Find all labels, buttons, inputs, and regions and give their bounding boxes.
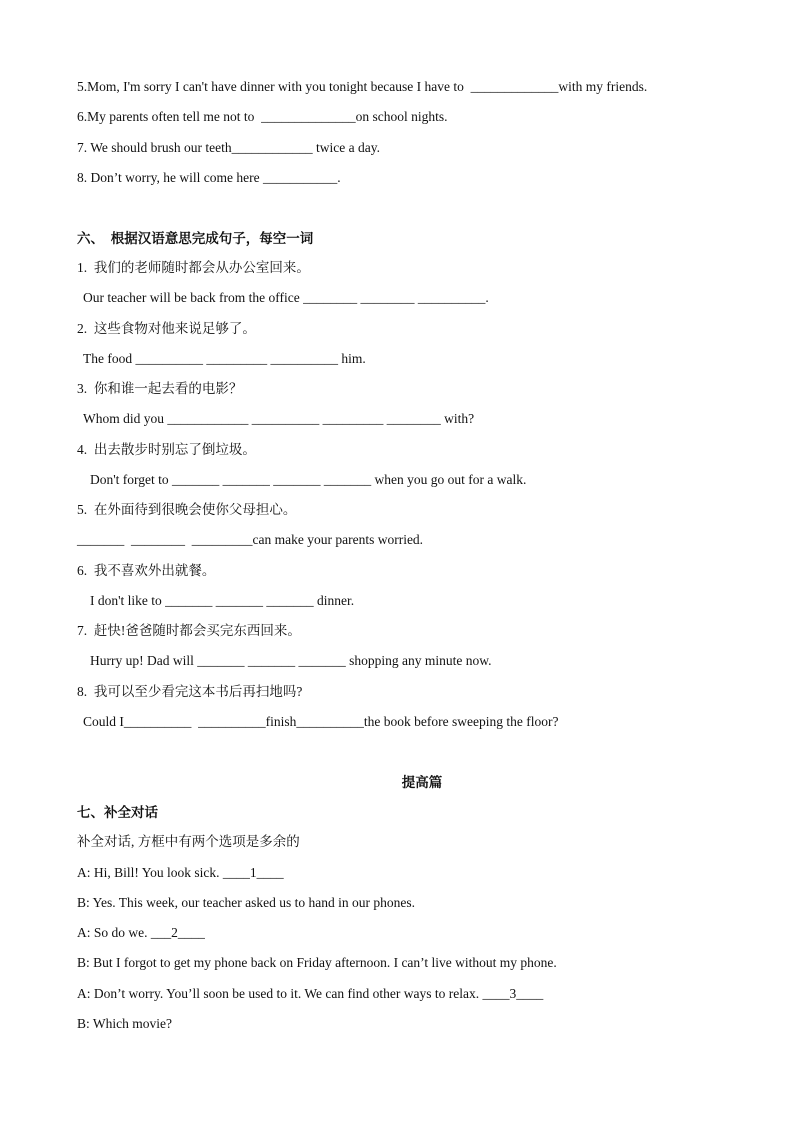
s6-item-6-chinese: 6. 我不喜欢外出就餐。 — [77, 563, 216, 578]
s6-item-8-chinese: 8. 我可以至少看完这本书后再扫地吗? — [77, 684, 303, 699]
dialogue-line-6: B: Which movie? — [77, 1016, 172, 1031]
s6-item-8-english: Could I__________ __________finish__________the book before sweeping the floor? — [83, 714, 559, 729]
s6-item-7-english: Hurry up! Dad will _______ _______ _______ shopping any minute now. — [90, 653, 492, 668]
dialogue-line-2: B: Yes. This week, our teacher asked us to hand in our phones. — [77, 895, 415, 910]
s6-item-7-chinese: 7. 赶快!爸爸随时都会买完东西回来。 — [77, 623, 301, 638]
s6-item-2-chinese: 2. 这些食物对他来说足够了。 — [77, 321, 256, 336]
s6-item-3-chinese: 3. 你和谁一起去看的电影？ — [77, 381, 243, 396]
question-6: 6.My parents often tell me not to ______________on school nights. — [77, 109, 448, 124]
s6-item-4-english: Don't forget to _______ _______ _______ _______ when you go out for a walk. — [90, 472, 527, 487]
section-6-heading: 六、 根据汉语意思完成句子，每空一词 — [77, 231, 314, 246]
section-7-heading: 七、补全对话 — [77, 805, 158, 820]
question-7: 7. We should brush our teeth____________ twice a day. — [77, 140, 380, 155]
s6-item-4-chinese: 4. 出去散步时别忘了倒垃圾。 — [77, 442, 256, 457]
s6-item-1-english: Our teacher will be back from the office ________ ________ __________. — [83, 290, 489, 305]
question-5: 5.Mom, I'm sorry I can't have dinner with you tonight because I have to _____________with my friends. — [77, 79, 648, 94]
s6-item-5-chinese: 5. 在外面待到很晚会使你父母担心。 — [77, 502, 297, 517]
dialogue-line-1: A: Hi, Bill! You look sick. ____1____ — [77, 865, 284, 880]
section-7-instruction: 补全对话, 方框中有两个选项是多余的 — [77, 834, 300, 849]
question-8: 8. Don’t worry, he will come here ___________. — [77, 170, 341, 185]
dialogue-line-5: A: Don’t worry. You’ll soon be used to it. We can find other ways to relax. ____3____ — [77, 986, 544, 1001]
advanced-section-title: 提高篇 — [401, 775, 443, 790]
s6-item-2-english: The food __________ _________ __________ him. — [83, 351, 366, 366]
dialogue-line-4: B: But I forgot to get my phone back on Friday afternoon. I can’t live without my phone. — [77, 955, 557, 970]
s6-item-5-english: _______ ________ _________can make your parents worried. — [77, 532, 424, 547]
s6-item-6-english: I don't like to _______ _______ _______ dinner. — [90, 593, 355, 608]
s6-item-3-english: Whom did you ____________ __________ _________ ________ with? — [83, 411, 475, 426]
dialogue-line-3: A: So do we. ___2____ — [77, 925, 205, 940]
s6-item-1-chinese: 1. 我们的老师随时都会从办公室回来。 — [77, 260, 310, 275]
